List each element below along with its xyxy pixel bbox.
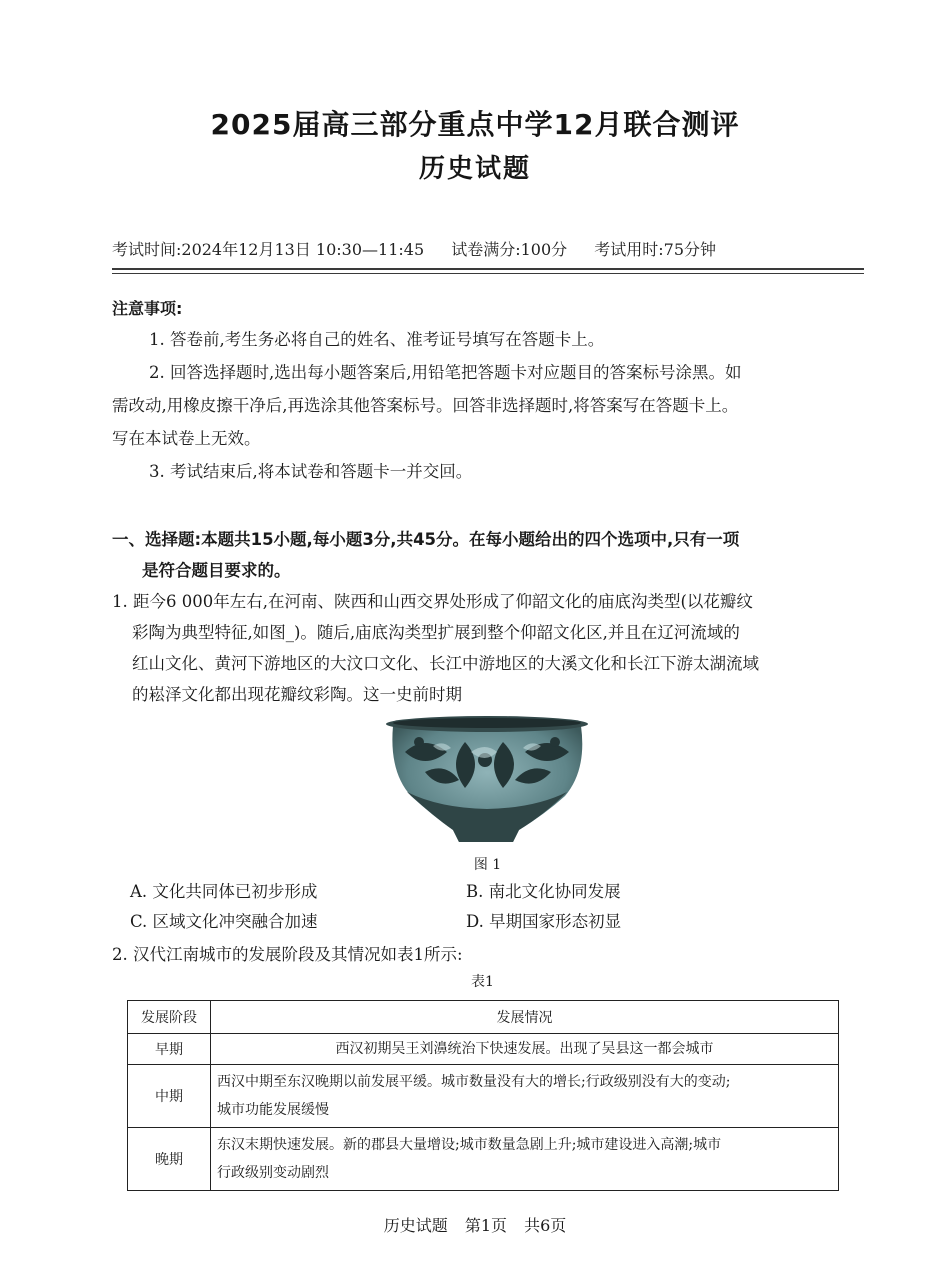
footer-subject: 历史试题 [383, 1216, 448, 1235]
notes-item-2-line-3: 写在本试卷上无效。 [112, 429, 261, 448]
city-development-table [127, 1000, 839, 1191]
table-row [128, 1034, 839, 1065]
table-row [128, 1065, 839, 1128]
exam-info-line [112, 237, 852, 260]
table-cell-detail [211, 1128, 839, 1191]
header-rule-thick [112, 268, 864, 270]
full-score: 试卷满分:100分 [451, 240, 568, 259]
option-c[interactable]: C. 区域文化冲突融合加速 [130, 912, 318, 931]
notes-item-3-text: 3. 考试结束后,将本试卷和答题卡一并交回。 [149, 462, 473, 481]
section-1-heading [112, 524, 872, 586]
option-b[interactable]: B. 南北文化协同发展 [466, 882, 621, 901]
table-cell-stage: 中期 [128, 1065, 211, 1128]
section-1-line-2: 是符合题目要求的。 [142, 561, 291, 580]
notes-item-1 [112, 323, 864, 356]
question-2-stem: 2. 汉代江南城市的发展阶段及其情况如表1所示: [112, 945, 463, 964]
notes-item-1-text: 1. 答卷前,考生务必将自己的姓名、准考证号填写在答题卡上。 [149, 330, 605, 349]
painted-pottery-bowl-image [385, 712, 590, 847]
question-1-line-3: 红山文化、黄河下游地区的大汶口文化、长江中游地区的大溪文化和长江下游太湖流域 [132, 654, 759, 673]
table-cell-stage: 晚期 [128, 1128, 211, 1191]
notes-title: 注意事项: [112, 299, 183, 318]
notes-item-2 [112, 356, 864, 455]
table-header-row [128, 1001, 839, 1034]
table-cell-detail-line: 西汉中期至东汉晚期以前发展平缓。城市数量没有大的增长;行政级别没有大的变动; [217, 1074, 731, 1090]
table-row [128, 1128, 839, 1191]
section-1-line-1: 一、选择题:本题共15小题,每小题3分,共45分。在每小题给出的四个选项中,只有一项 [112, 530, 740, 549]
table-header-detail: 发展情况 [211, 1001, 839, 1034]
footer-total-pages: 共6页 [524, 1216, 567, 1235]
option-d[interactable]: D. 早期国家形态初显 [466, 912, 622, 931]
table-cell-stage: 早期 [128, 1034, 211, 1065]
exam-duration: 考试用时:75分钟 [594, 240, 717, 259]
table-cell-detail-line: 行政级别变动剧烈 [217, 1165, 329, 1181]
notes-item-2-line-2: 需改动,用橡皮擦干净后,再选涂其他答案标号。回答非选择题时,将答案写在答题卡上。 [112, 396, 739, 415]
option-a[interactable]: A. 文化共同体已初步形成 [130, 882, 318, 901]
page-footer [0, 1213, 950, 1236]
notes-item-3 [112, 455, 864, 488]
exam-title: 2025届高三部分重点中学12月联合测评 [210, 108, 740, 141]
table-1-caption: 表1 [471, 974, 494, 990]
table-header-stage: 发展阶段 [128, 1001, 211, 1034]
table-cell-detail [211, 1065, 839, 1128]
table-cell-detail-line: 西汉初期吴王刘濞统治下快速发展。出现了吴县这一都会城市 [335, 1041, 714, 1057]
question-1-line-4: 的崧泽文化都出现花瓣纹彩陶。这一史前时期 [132, 685, 462, 704]
notes-item-2-line-1: 2. 回答选择题时,选出每小题答案后,用铅笔把答题卡对应题目的答案标号涂黑。如 [149, 363, 742, 382]
table-cell-detail-line: 东汉末期快速发展。新的郡县大量增设;城市数量急剧上升;城市建设进入高潮;城市 [217, 1137, 722, 1153]
table-cell-detail [211, 1034, 839, 1065]
table-cell-detail-line: 城市功能发展缓慢 [217, 1102, 329, 1118]
header-rule-thin [112, 273, 864, 274]
exam-subject-title: 历史试题 [418, 154, 531, 184]
footer-page-number: 第1页 [464, 1216, 507, 1235]
question-1-stem [112, 586, 872, 710]
question-1-line-2: 彩陶为典型特征,如图_)。随后,庙底沟类型扩展到整个仰韶文化区,并且在辽河流域的 [132, 623, 740, 642]
exam-time: 考试时间:2024年12月13日 10:30—11:45 [112, 240, 425, 259]
figure-1-caption: 图 1 [473, 857, 502, 873]
question-1-line-1: 1. 距今6 000年左右,在河南、陕西和山西交界处形成了仰韶文化的庙底沟类型(以花瓣纹 [112, 592, 753, 611]
